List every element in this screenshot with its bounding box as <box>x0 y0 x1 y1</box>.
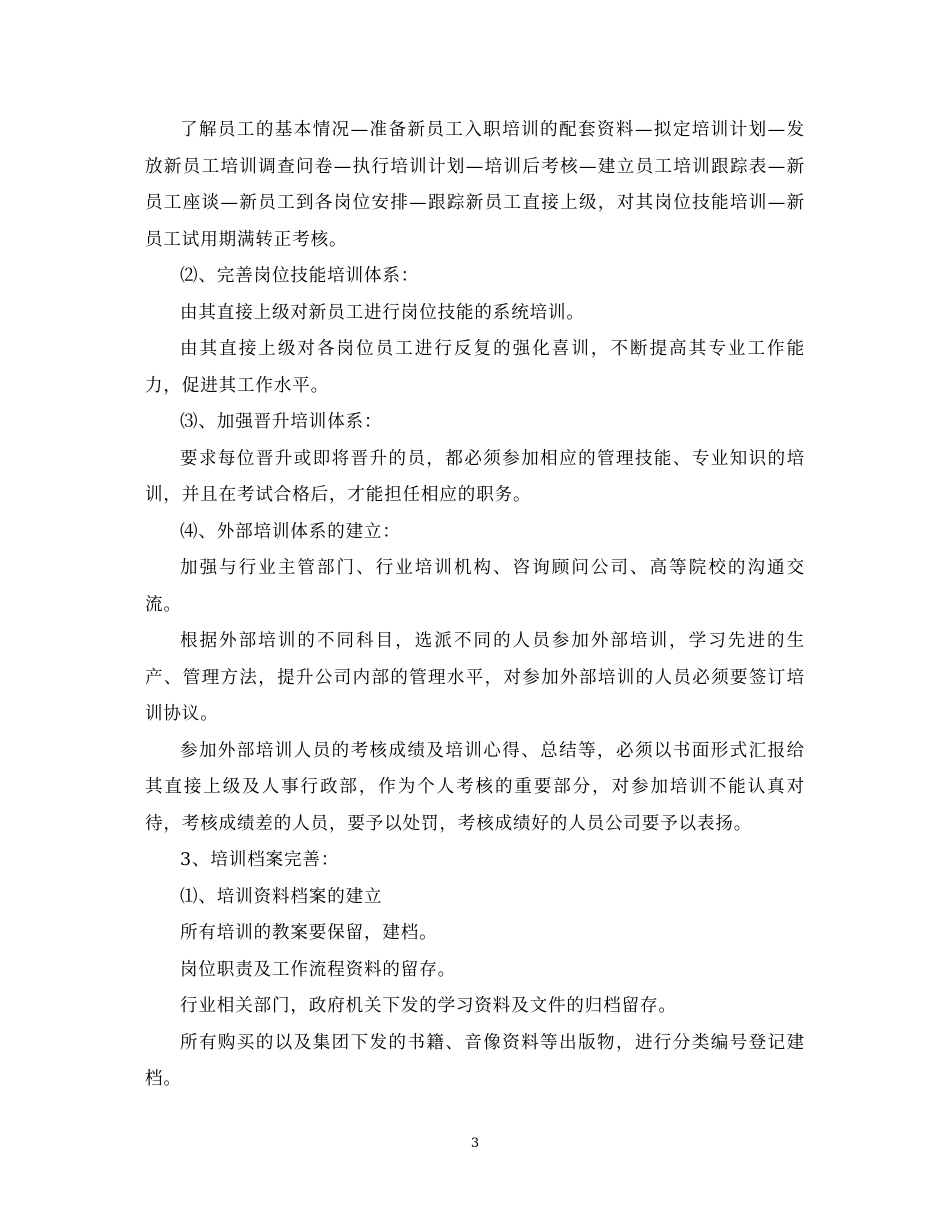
paragraph-archive-4: 所有购买的以及集团下发的书籍、音像资料等出版物，进行分类编号登记建档。 <box>145 1032 805 1089</box>
paragraph-archive-3: 行业相关部门，政府机关下发的学习资料及文件的归档留存。 <box>180 996 677 1016</box>
paragraph-promotion-training: 要求每位晋升或即将晋升的员，都必须参加相应的管理技能、专业知识的培训，并且在考试合格后，才能担任相应的职务。 <box>145 448 805 505</box>
paragraph-archive-2: 岗位职责及工作流程资料的留存。 <box>180 959 456 980</box>
document-body <box>145 112 805 1098</box>
heading-promotion-training: ⑶、加强晋升培训体系： <box>180 412 383 432</box>
paragraph-skill-training-2: 由其直接上级对各岗位员工进行反复的强化喜训，不断提高其专业工作能力，促进其工作水平。 <box>145 339 805 396</box>
paragraph-archive-1: 所有培训的教案要保留，建档。 <box>180 923 438 943</box>
paragraph-external-training-3: 参加外部培训人员的考核成绩及培训心得、总结等，必须以书面形式汇报给其直接上级及人事行政部，作为个人考核的重要部分，对参加培训不能认真对待，考核成绩差的人员，要予以处罚，考核成绩好的人员公司要予以表扬。 <box>145 740 805 834</box>
page-number: 3 <box>470 1136 480 1151</box>
heading-skill-training: ⑵、完善岗位技能培训体系： <box>180 266 420 286</box>
paragraph-onboarding-flow: 了解员工的基本情况—准备新员工入职培训的配套资料—拟定培训计划—发放新员工培训调查问卷—执行培训计划—培训后考核—建立员工培训跟踪表—新员工座谈—新员工到各岗位安排—跟踪新员工直接上级，对其岗位技能培训—新员工试用期满转正考核。 <box>145 120 805 250</box>
paragraph-external-training-1: 加强与行业主管部门、行业培训机构、咨询顾问公司、高等院校的沟通交流。 <box>145 558 805 615</box>
paragraph-external-training-2: 根据外部培训的不同科目，选派不同的人员参加外部培训，学习先进的生产、管理方法，提升公司内部的管理水平，对参加外部培训的人员必须要签订培训协议。 <box>145 631 805 724</box>
heading-training-archive: 3、培训档案完善： <box>180 850 340 870</box>
heading-external-training: ⑷、外部培训体系的建立： <box>180 521 401 542</box>
paragraph-skill-training-1: 由其直接上级对新员工进行岗位技能的系统培训。 <box>180 302 585 323</box>
heading-archive-setup: ⑴、培训资料档案的建立 <box>180 886 383 907</box>
